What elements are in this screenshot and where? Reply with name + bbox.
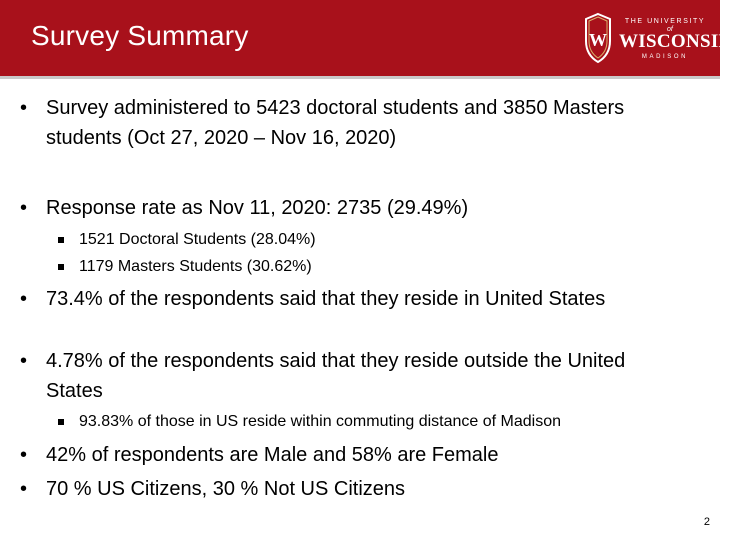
sub-bullet-text: 1521 Doctoral Students (28.04%) [79, 231, 316, 248]
logo-line-2: of [667, 26, 673, 33]
logo-line-1: THE UNIVERSITY [624, 18, 706, 25]
logo-line-4: MADISON [641, 54, 689, 60]
bullet-1: • Survey administered to 5423 doctoral students and 3850 Masters students (Oct 27, 2020 – Nov 16, 2020) [20, 93, 680, 153]
sub-bullet-1 [58, 228, 698, 252]
bullet-3: • 73.4% of the respondents said that they reside in United States [20, 284, 680, 314]
sub-bullet-2 [58, 255, 698, 279]
bullet-6: • 70 % US Citizens, 30 % Not US Citizens [20, 474, 680, 504]
bullet-text: Survey administered to 5423 doctoral students and 3850 Masters students (Oct 27, 2020 – Nov 16, 2020) [46, 97, 625, 149]
bullet-text: 70 % US Citizens, 30 % Not US Citizens [46, 478, 406, 500]
crest-letter: W [589, 30, 607, 50]
bullet-5: • 42% of respondents are Male and 58% are Female [20, 440, 680, 470]
sub-bullet-text: 1179 Masters Students (30.62%) [79, 258, 312, 275]
bullet-4: • 4.78% of the respondents said that they reside outside the United States [20, 346, 680, 406]
bullet-text: 4.78% of the respondents said that they reside outside the United States [46, 350, 626, 402]
bullet-2: • Response rate as Nov 11, 2020: 2735 (29.49%) [20, 193, 680, 223]
bullet-text: 42% of respondents are Male and 58% are Female [46, 444, 499, 466]
sub-bullet-text: 93.83% of those in US reside within commuting distance of Madison [79, 413, 562, 430]
page-number: 2 [703, 516, 710, 528]
slide-title: Survey Summary [31, 20, 249, 51]
bullet-text: Response rate as Nov 11, 2020: 2735 (29.49%) [46, 197, 469, 219]
bullet-text: 73.4% of the respondents said that they reside in United States [46, 288, 606, 310]
logo-line-3: WISCONSIN [619, 31, 733, 52]
sub-bullet-3 [58, 410, 698, 434]
